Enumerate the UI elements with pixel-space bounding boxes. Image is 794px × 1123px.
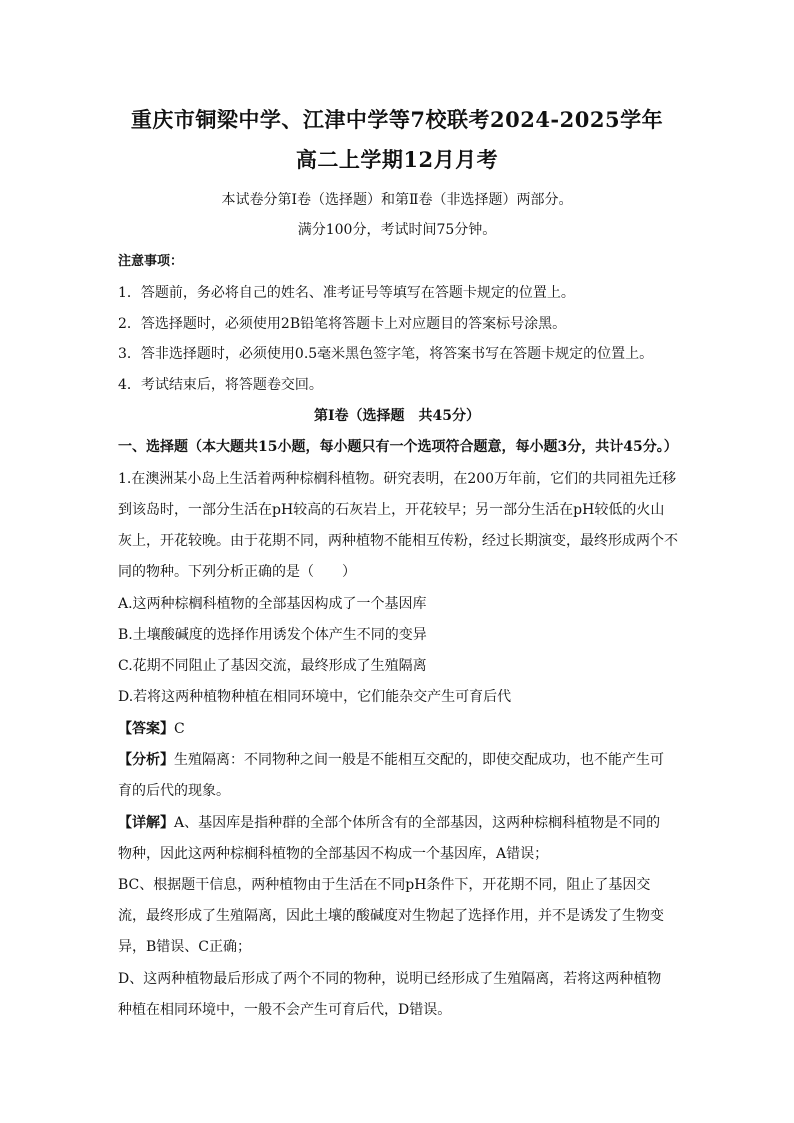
analysis-line-2: 育的后代的现象。 — [118, 783, 230, 799]
answer-line — [118, 718, 185, 738]
question-stem-line-3: 灰上，开花较晚。由于花期不同，两种植物不能相互传粉，经过长期演变，最终形成两个不 — [118, 533, 678, 549]
document-title-line2: 高二上学期12月月考 — [295, 147, 499, 172]
detail-line-4: 流，最终形成了生殖隔离，因此土壤的酸碱度对生物起了选择作用，并不是诱发了生物变 — [118, 908, 664, 924]
detail-line-2: 物种，因此这两种棕榈科植物的全部基因不构成一个基因库，A错误； — [118, 846, 549, 862]
question-stem-line-2: 到该岛时，一部分生活在pH较高的石灰岩上，开花较早；另一部分生活在pH较低的火山 — [118, 502, 665, 518]
detail-text-1: A、基因库是指种群的全部个体所含有的全部基因，这两种棕榈科植物是不同的 — [174, 815, 661, 831]
document-title-line1: 重庆市铜梁中学、江津中学等7校联考2024-2025学年 — [130, 107, 664, 132]
detail-line-6: D、这两种植物最后形成了两个不同的物种，说明已经形成了生殖隔离，若将这两种植物 — [118, 971, 662, 987]
notice-item-3: 3．答非选择题时，必须使用0.5毫米黑色签字笔，将答案书写在答题卡规定的位置上。 — [118, 346, 654, 362]
option-d: D.若将这两种植物种植在相同环境中，它们能杂交产生可育后代 — [118, 689, 512, 705]
notice-item-4: 4．考试结束后，将答题卷交回。 — [118, 377, 323, 393]
notice-item-2: 2．答选择题时，必须使用2B铅笔将答题卡上对应题目的答案标号涂黑。 — [118, 316, 567, 332]
answer-value: C — [174, 721, 185, 737]
analysis-text-1: 生殖隔离：不同物种之间一般是不能相互交配的，即使交配成功，也不能产生可 — [174, 752, 664, 768]
detail-line-1 — [118, 812, 660, 832]
part-heading: 一、选择题（本大题共15小题，每小题只有一个选项符合题意，每小题3分，共计45分。） — [118, 439, 678, 455]
detail-tag: 【详解】 — [118, 815, 174, 831]
notice-heading: 注意事项： — [118, 254, 184, 269]
question-stem-line-1: 1.在澳洲某小岛上生活着两种棕榈科植物。研究表明，在200万年前，它们的共同祖先迁移 — [118, 471, 677, 487]
question-stem-line-4: 同的物种。下列分析正确的是（ ） — [118, 564, 356, 580]
notice-item-1: 1．答题前，务必将自己的姓名、准考证号等填写在答题卡规定的位置上。 — [118, 285, 575, 301]
analysis-line-1 — [118, 749, 664, 769]
option-c: C.花期不同阻止了基因交流，最终形成了生殖隔离 — [118, 658, 427, 674]
analysis-tag: 【分析】 — [118, 752, 174, 768]
detail-line-7: 种植在相同环境中，一般不会产生可育后代，D错误。 — [118, 1002, 452, 1018]
section-title: 第Ⅰ卷（选择题 共45分） — [313, 408, 481, 424]
intro-line1: 本试卷分第Ⅰ卷（选择题）和第Ⅱ卷（非选择题）两部分。 — [221, 192, 573, 208]
detail-line-3: BC、根据题干信息，两种植物由于生活在不同pH条件下，开花期不同，阻止了基因交 — [118, 877, 651, 893]
intro-line2: 满分100分，考试时间75分钟。 — [297, 222, 497, 238]
option-a: A.这两种棕榈科植物的全部基因构成了一个基因库 — [118, 596, 427, 612]
answer-tag: 【答案】 — [118, 721, 174, 737]
option-b: B.土壤酸碱度的选择作用诱发个体产生不同的变异 — [118, 627, 427, 643]
detail-line-5: 异，B错误、C正确； — [118, 939, 251, 955]
